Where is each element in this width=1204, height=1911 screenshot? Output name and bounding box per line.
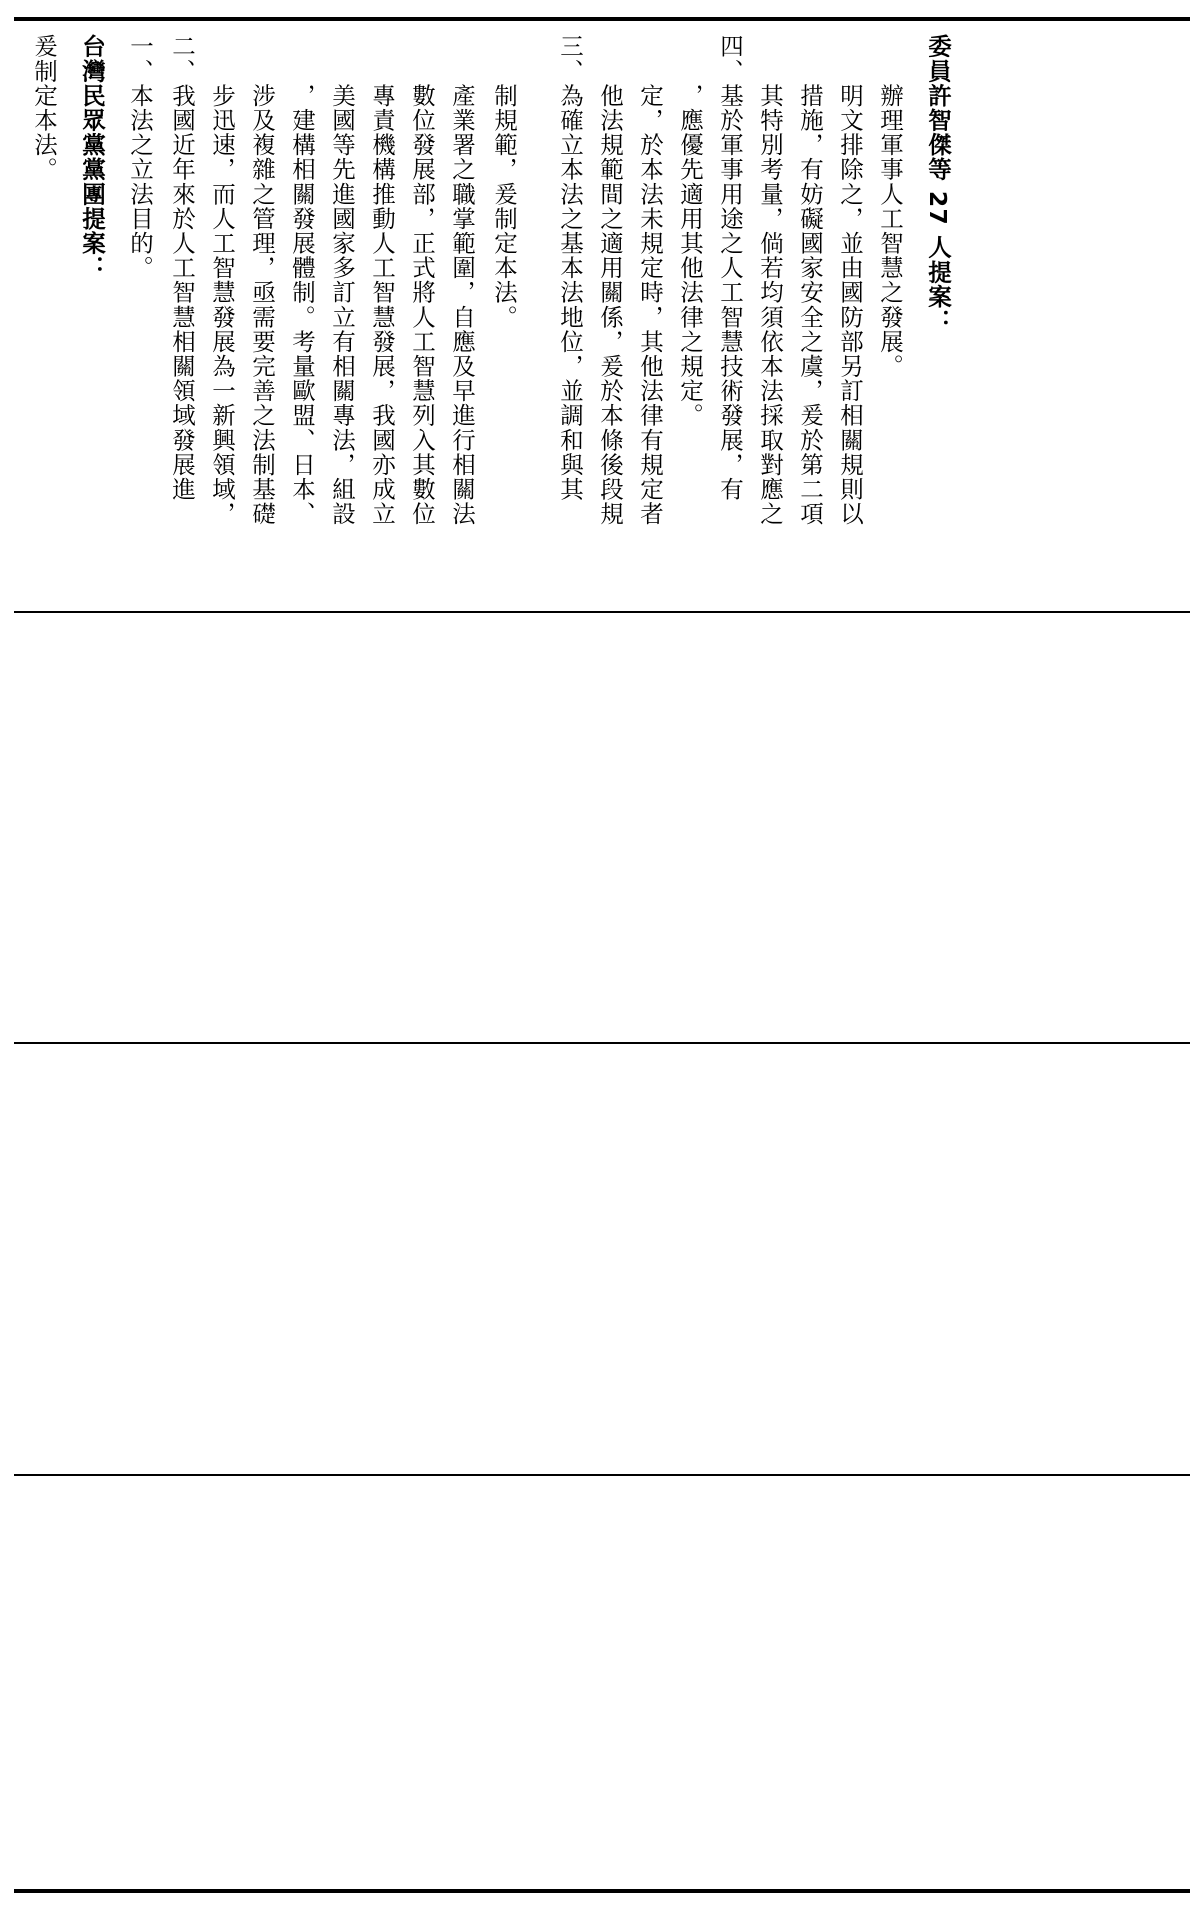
text-column: 明文排除之，並由國防部另訂相關規則以: [836, 34, 864, 526]
text-column: 二、我國近年來於人工智慧相關領域發展進: [168, 34, 196, 502]
empty-section: [14, 614, 1190, 1040]
text-column: 措施，有妨礙國家安全之虞，爰於第二項: [796, 34, 824, 526]
text-column: 數位發展部，正式將人工智慧列入其數位: [408, 34, 436, 526]
text-column: 一、本法之立法目的。: [126, 34, 154, 280]
text-column: 辦理軍事人工智慧之發展。: [876, 34, 904, 379]
empty-section: [14, 1045, 1190, 1472]
text-column: 三、為確立本法之基本法地位，並調和與其: [556, 34, 584, 502]
section-divider: [14, 611, 1190, 613]
empty-section: [14, 1477, 1190, 1887]
proposer-heading: 台灣民眾黨黨團提案：: [78, 34, 106, 280]
text-column: 制規範，爰制定本法。: [490, 34, 518, 330]
text-column: 產業署之職掌範圍，自應及早進行相關法: [448, 34, 476, 526]
text-column: 其特別考量，倘若均須依本法採取對應之: [756, 34, 784, 526]
text-column: 爰制定本法。: [30, 34, 58, 182]
text-column: 專責機構推動人工智慧發展，我國亦成立: [368, 34, 396, 526]
section-divider: [14, 1474, 1190, 1476]
text-column: 定，於本法未規定時，其他法律有規定者: [636, 34, 664, 526]
text-column: ，應優先適用其他法律之規定。: [676, 34, 704, 428]
text-column: 涉及複雜之管理，亟需要完善之法制基礎: [248, 34, 276, 526]
bottom-rule: [14, 1889, 1190, 1893]
text-column: 他法規範間之適用關係，爰於本條後段規: [596, 34, 624, 526]
text-column: 步迅速，而人工智慧發展為一新興領域，: [208, 34, 236, 526]
text-column: ，建構相關發展體制。考量歐盟、日本、: [288, 34, 316, 526]
proposer-heading: 委員許智傑等 27 人提案：: [924, 34, 952, 334]
text-column: 四、基於軍事用途之人工智慧技術發展，有: [716, 34, 744, 502]
text-column: 美國等先進國家多訂立有相關專法，組設: [328, 34, 356, 526]
section-divider: [14, 1042, 1190, 1044]
